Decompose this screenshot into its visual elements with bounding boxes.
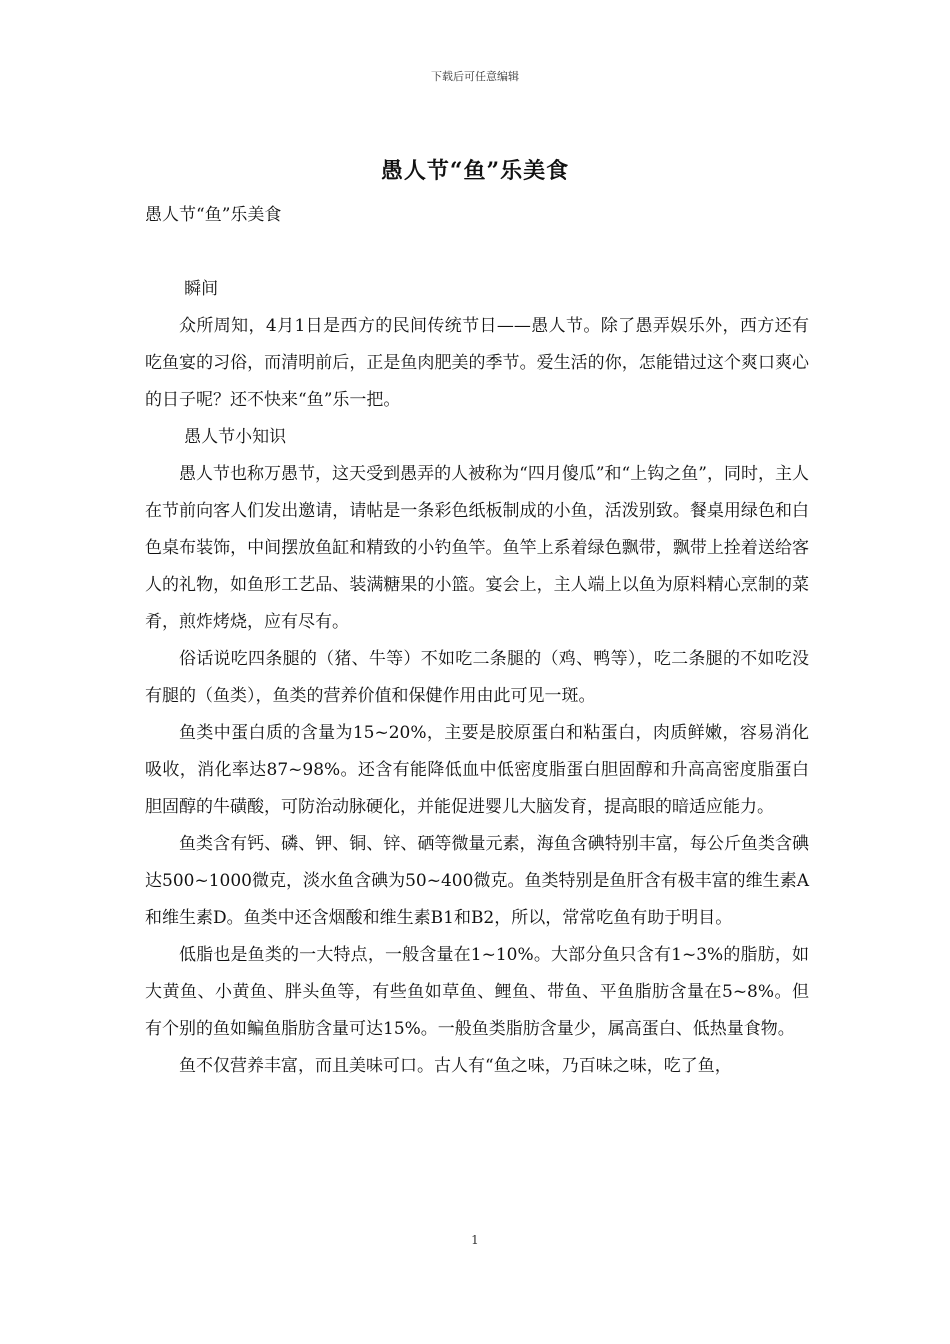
body-paragraph: 鱼不仅营养丰富，而且美味可口。古人有“鱼之味，乃百味之味，吃了鱼，: [179, 1056, 732, 1076]
page-number: 1: [471, 1233, 479, 1247]
document-subtitle: 愚人节“鱼”乐美食: [145, 205, 282, 225]
page-header: 下载后可任意编辑: [431, 70, 519, 83]
body-paragraph: 众所周知，4月1日是西方的民间传统节日——愚人节。除了愚弄娱乐外，西方还有吃鱼宴的习俗，而清明前后，正是鱼肉肥美的季节。爱生活的你，怎能错过这个爽口爽心的日子呢？还不快来“鱼”乐一把。: [145, 316, 809, 410]
body-paragraph: 低脂也是鱼类的一大特点，一般含量在1~10%。大部分鱼只含有1~3%的脂肪，如大黄鱼、小黄鱼、胖头鱼等，有些鱼如草鱼、鲤鱼、带鱼、平鱼脂肪含量在5~8%。但有个别的鱼如鳊鱼脂肪含量可达15%。一般鱼类脂肪含量少，属高蛋白、低热量食物。: [145, 945, 809, 1039]
body-paragraph: 鱼类中蛋白质的含量为15~20%，主要是胶原蛋白和粘蛋白，肉质鲜嫩，容易消化吸收，消化率达87~98%。还含有能降低血中低密度脂蛋白胆固醇和升高高密度脂蛋白胆固醇的牛磺酸，可防治动脉硬化，并能促进婴儿大脑发育，提高眼的暗适应能力。: [145, 723, 809, 817]
document-body: [145, 271, 809, 1085]
body-paragraph: 愚人节也称万愚节，这天受到愚弄的人被称为“四月傻瓜”和“上钩之鱼”，同时，主人在节前向客人们发出邀请，请帖是一条彩色纸板制成的小鱼，活泼别致。餐桌用绿色和白色桌布装饰，中间摆放鱼缸和精致的小钓鱼竿。鱼竿上系着绿色飘带，飘带上拴着送给客人的礼物，如鱼形工艺品、装满糖果的小篮。宴会上，主人端上以鱼为原料精心烹制的菜肴，煎炸烤烧，应有尽有。: [145, 464, 809, 632]
body-paragraph: 俗话说吃四条腿的（猪、牛等）不如吃二条腿的（鸡、鸭等），吃二条腿的不如吃没有腿的（鱼类），鱼类的营养价值和保健作用由此可见一斑。: [145, 649, 809, 706]
body-paragraph-label: 愚人节小知识: [184, 427, 287, 447]
body-paragraph-label: 瞬间: [184, 279, 219, 299]
body-paragraph: 鱼类含有钙、磷、钾、铜、锌、硒等微量元素，海鱼含碘特别丰富，每公斤鱼类含碘达500~1000微克，淡水鱼含碘为50~400微克。鱼类特别是鱼肝含有极丰富的维生素A和维生素D。鱼类中还含烟酸和维生素B1和B2，所以，常常吃鱼有助于明目。: [145, 834, 809, 928]
document-title: 愚人节“鱼”乐美食: [380, 158, 570, 184]
